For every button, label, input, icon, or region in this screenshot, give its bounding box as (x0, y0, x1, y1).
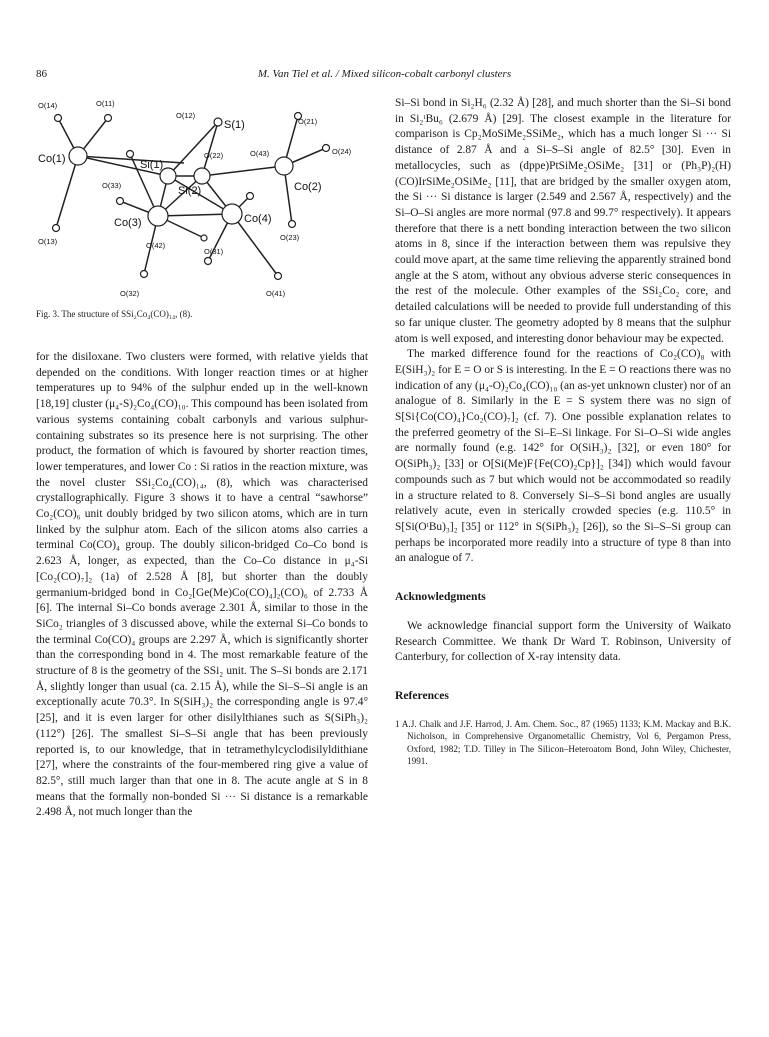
figure-3 (36, 96, 368, 306)
label-co3: Co(3) (114, 217, 142, 229)
label-si1: Si(1) (140, 159, 164, 171)
left-paragraph-1: for the disiloxane. Two clusters were formed, with relative yields that depended on the conditions. With longer reaction times or at higher temperatures up to 94% of the sulphur ended up in the well-known [18,19] cluster (μ₄-S)₂Co₄(CO)₁₀. This compound has been isolated from various systems containing cobalt carbonyls and various sulphur-containing substrates so its presence here is not surprising. The other product, the formation of which is favoured by shorter reaction times, lower temperatures, and lower Co : Si ratios in the reaction mixture, was the novel cluster SSi₂Co₄(CO)₁₄, (8), which was characterised crystallographically. Figure 3 shows it to have a central “sawhorse” Co₂(CO)₆ unit doubly bridged by two silicon atoms, which are in turn linked by the sulphur atom. Each of the silicon atoms also carries a terminal Co(CO)₄ group. The doubly silicon-bridged Co–Co bond is 2.623 Å, longer, as expected, than the Co–Co distance in μ₄-Si [Co₂(CO)₇]₂ (1a) of 2.528 Å [8], but shorter than the doubly germanium-bridged bond in Co₂[Ge(Me)Co(CO)₄]₂(CO)₆ of 2.733 Å [6]. The internal Si–Co bonds average 2.301 Å, similar to those in the SiCo₂ triangles of 3 discussed above, while the external Si–Co bonds to the terminal Co(CO)₄ groups are 2.297 Å, which is significantly shorter than the corresponding bond in 4. The most remarkable feature of the structure of 8 is the geometry of the SSi₂ unit. The S–Si bonds are 2.171 Å, slightly longer than usual (ca. 2.15 Å), while the Si–S–Si angle is an exceptionally acute 70.3°. In S(SiH₃)₂ the corresponding angle is 97.4° [25], and it is even larger for other disilylthianes such as S(SiPh₃)₂ (112°) [26]. The smallest Si–S–Si angle that has been previously reported is, to our knowledge, that in tetramethylcyclodisilyldithiane [27], where the constraints of the four-membered ring give a value of 82.5°, still much larger than that one in 8. The acute angle at S in 8 means that the formally non-bonded Si ··· Si distance is a remarkable 2.498 Å, not much longer than the (36, 351, 368, 819)
label-o21: O(21) (298, 117, 318, 126)
running-head: M. Van Tiel et al. / Mixed silicon-cobalt carbonyl clusters (257, 68, 512, 80)
label-o33: O(33) (102, 181, 122, 190)
label-si2: Si(2) (178, 185, 202, 197)
label-o41: O(41) (266, 289, 286, 298)
label-o13: O(13) (38, 237, 58, 246)
right-paragraph-1: Si–Si bond in Si₂H₆ (2.32 Å) [28], and much shorter than the Si–Si bond in Si₂ᵗBu₆ (2.679 Å) [29]. The closest example in the literature for comparison is Cp₂MoSiMe₂SSiMe₂, which has a much longer Si ··· Si distance of 2.87 Å and a Si–S–Si angle of 82.5° [30]. Even in metallocycles, such as (dppe)PtSiMe₂OSiMe₂ [31] or (Ph₃P)₂(H)(CO)IrSiMe₂OSiMe₂ [11], that are bridged by the smaller oxygen atom, the Si ··· Si distance is larger (2.549 and 2.567 Å, respectively) and the Si–O–Si angles are more normal (97.8 and 99.7° respectively). It appears therefore that there is a nett bonding interaction between the two silicon atoms in 8, since if the interaction between them was repulsive they could move apart, at the same time relieving the apparently strained bond angle at the S atom, without any obvious adverse steric consequences in the rest of the molecule. Other examples of the SSi₂Co₂ core, and detailed calculations will be needed to provide full understanding of this so far unique cluster. The geometry adopted by 8 means that the sulphur atom is well exposed, and interesting donor behaviour may be expected. (395, 97, 731, 345)
right-column (395, 96, 731, 768)
label-o22: O(22) (204, 151, 224, 160)
label-o42: O(42) (146, 241, 166, 250)
label-s1: S(1) (224, 119, 245, 131)
molecule-structure-diagram (36, 96, 368, 306)
label-co4: Co(4) (244, 213, 272, 225)
reference-1: 1 A.J. Chalk and J.F. Harrod, J. Am. Chem. Soc., 87 (1965) 1133; K.M. Mackay and B.K. Nicholson, in Comprehensive Organometallic Chemistry, Vol 6, Pergamon Press, Oxford, 1982; T.D. Tilley in The Silicon–Heteroatom Bond, John Wiley, Chichester, 1991. (395, 718, 731, 767)
label-co1: Co(1) (38, 153, 66, 165)
label-o11: O(11) (96, 99, 115, 108)
right-paragraph-2: The marked difference found for the reactions of Co₂(CO)₈ with E(SiH₃)₂ for E = O or S is interesting. In the E = O reactions there was no indication of any (μ₄-O)₂Co₄(CO)₁₀ (an as-yet unknown cluster) nor of an analogue of 8. Similarly in the E = S system there was no sign of S[Si{Co(CO)₄}Co₂(CO)₇]₂ (cf. 7). One possible explanation relates to the preferred geometry of the Si–E–Si linkage. For Si–O–Si wide angles are normally found (e.g. 142° for O(SiH₃)₂ [32], or even 180° for O(SiPh₃)₂ [33] or O[Si(Me)F{Fe(CO)₂Cp}]₂ [34]) which would favour compounds such as 7 but which would not be accommodated so readily in a structure related to 8. Conversely Si–S–Si bond angles are usually relatively acute, even in sterically crowded species (e.g. 110.5° in S[Si(OᵗBu)₃]₂ [35] or 112° in S(SiPh₃)₂ [26]), so the Si–S–Si group can perhaps be incorporated more readily into a structure of type 8 than into an analogue of 7. (395, 348, 731, 565)
acknowledgments-text: We acknowledge financial support form the University of Waikato Research Committee. We thank Dr Ward T. Robinson, University of Canterbury, for collection of X-ray intensity data. (395, 619, 731, 664)
label-o24: O(24) (332, 147, 352, 156)
page-number: 86 (36, 68, 47, 80)
label-o32: O(32) (120, 289, 140, 298)
left-column (36, 96, 368, 821)
label-o12: O(12) (176, 111, 196, 120)
acknowledgments-heading: Acknowledgments (395, 590, 486, 604)
label-o23: O(23) (280, 233, 300, 242)
references-heading: References (395, 688, 449, 702)
page-header (0, 68, 769, 84)
atom-labels (38, 99, 352, 298)
figure-caption: Fig. 3. The structure of SSi₂Co₄(CO)₁₄, (8). (36, 309, 193, 319)
label-co2: Co(2) (294, 181, 322, 193)
label-o14: O(14) (38, 101, 58, 110)
label-o31: O(31) (204, 247, 224, 256)
label-o43: O(43) (250, 149, 270, 158)
